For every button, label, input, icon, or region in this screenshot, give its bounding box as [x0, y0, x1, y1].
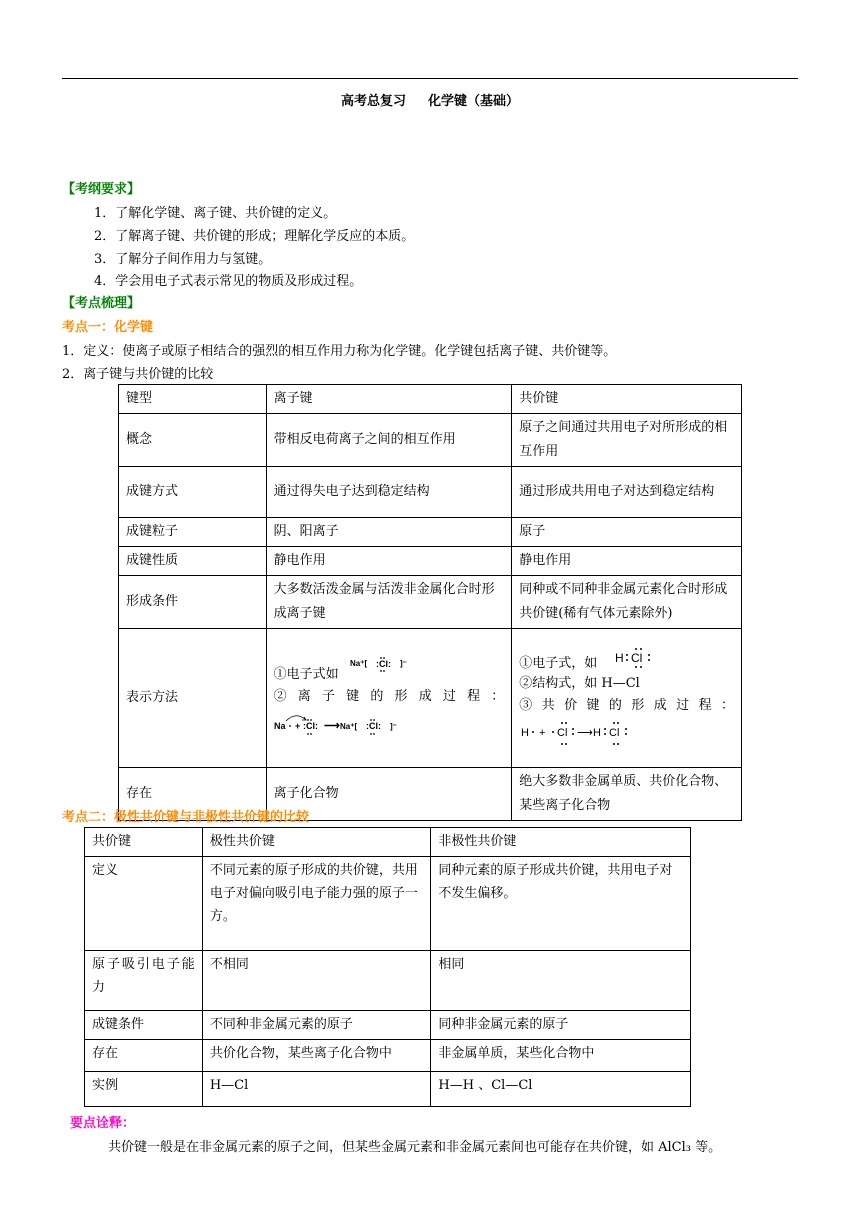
table-row [119, 518, 742, 547]
ionic-electron-formula-line [274, 658, 505, 682]
table-header: 非极性共价键 [431, 828, 691, 857]
table-row [119, 629, 742, 768]
table-cell: 表示方法 [119, 629, 267, 768]
header-rule [62, 78, 798, 79]
table-row [119, 467, 742, 518]
product-bracket: ]⁻ [389, 722, 397, 731]
table-cell: 静电作用 [266, 547, 512, 576]
electron-dot [289, 725, 291, 727]
table-cell: 概念 [119, 414, 267, 467]
table-row [119, 547, 742, 576]
nacl-na-ion: Na⁺[ [349, 659, 367, 668]
table-cell: 大多数活泼金属与活泼非金属化合时形成离子键 [266, 576, 512, 629]
table-cell: 成键粒子 [119, 518, 267, 547]
table-cell: 绝大多数非金属单质、共价化合物、某些离子化合物 [512, 768, 742, 821]
table-cell: 阴、阳离子 [266, 518, 512, 547]
table-header: 极性共价键 [202, 828, 431, 857]
title-course: 高考总复习 [340, 94, 406, 109]
definition-text: 1．定义：使离子或原子相结合的强烈的相互作用力称为化学键。化学键包括离子键、共价键等。 [62, 344, 617, 359]
table-row [119, 576, 742, 629]
electron-dot [380, 657, 382, 659]
table-cell: 成键方式 [119, 467, 267, 518]
page-title [0, 90, 860, 109]
nacl-bracket-close: ]⁻ [399, 659, 407, 668]
ionic-process-label: ② 离 子 键 的 形 成 过 程 ： [273, 689, 505, 704]
plus-sign: + [294, 721, 300, 731]
ionic-representation-cell [266, 629, 512, 768]
table-cell: 不同元素的原子形成的共价键，共用电子对偏向吸引电子能力强的原子一方。 [202, 857, 431, 951]
table-cell: 通过形成共用电子对达到稳定结构 [512, 467, 742, 518]
cl-core: :Cl: [302, 721, 318, 731]
table-cell: 存在 [85, 1040, 203, 1072]
product-cl-core: :Cl: [365, 721, 381, 731]
table-cell: 存在 [119, 768, 267, 821]
table-cell: 同种元素的原子形成共价键，共用电子对不发生偏移。 [431, 857, 691, 951]
table-cell: H—Cl [202, 1072, 431, 1107]
table-cell: 静电作用 [512, 547, 742, 576]
table-row [85, 1011, 691, 1040]
covalent-representation-cell [512, 629, 742, 768]
requirements-heading: 【考纲要求】 [62, 182, 141, 197]
product-h: H [593, 727, 602, 739]
table-row [85, 1040, 691, 1072]
req-item-1: 1．了解化学键、离子键、共价键的定义。 [94, 206, 337, 221]
nacl-formation-process [274, 712, 424, 738]
req-item-2: 2．了解离子键、共价键的形成；理解化学反应的本质。 [94, 229, 415, 244]
nacl-electron-formula [350, 654, 416, 674]
electron-dot [383, 657, 385, 659]
polar-covalent-table [84, 827, 691, 1107]
table-cell: 不相同 [202, 951, 431, 1011]
table-cell: H—H 、Cl—Cl [431, 1072, 691, 1107]
ionic-formula-label: ①电子式如 [273, 667, 339, 682]
table-cell: 原子 [512, 518, 742, 547]
table-row [85, 828, 691, 857]
table-row [85, 951, 691, 1011]
reaction-arrow: ⟶ [577, 727, 594, 739]
table-cell: 带相反电荷离子之间的相互作用 [266, 414, 512, 467]
table-header: 共价键 [512, 385, 742, 414]
table-cell: 原子之间通过共用电子对所形成的相互作用 [512, 414, 742, 467]
title-topic: 化学键（基础） [428, 94, 520, 109]
nacl-cl-core: :Cl: [375, 659, 391, 669]
table-header: 共价键 [85, 828, 203, 857]
point1-heading: 考点一：化学键 [62, 320, 154, 335]
table-cell: 离子化合物 [266, 768, 512, 821]
covalent-electron-formula-line [519, 649, 734, 673]
point2-heading: 考点二：极性共价键与非极性共价键的比较 [62, 810, 310, 825]
req-item-4: 4．学会用电子式表示常见的物质及形成过程。 [94, 274, 363, 289]
req-item-3: 3．了解分子间作用力与氢键。 [94, 252, 272, 267]
structural-formula-line: ②结构式，如 H—Cl [519, 676, 640, 691]
plus-sign: + [539, 727, 546, 739]
table-row [85, 857, 691, 951]
table-cell: 同种或不同种非金属元素化合时形成共价键(稀有气体元素除外) [512, 576, 742, 629]
table-cell: 定义 [85, 857, 203, 951]
table-header: 离子键 [266, 385, 512, 414]
table-header: 键型 [119, 385, 267, 414]
table-cell: 成键条件 [85, 1011, 203, 1040]
hcl-electron-formula [615, 645, 659, 671]
comparison-title: 2．离子键与共价键的比较 [62, 367, 214, 382]
cl-atom: Cl [557, 727, 568, 739]
table-cell: 不同种非金属元素的原子 [202, 1011, 431, 1040]
note-text: 共价键一般是在非金属元素的原子之间，但某些金属元素和非金属元素间也可能存在共价键，如 AlCl₃ 等。 [108, 1140, 722, 1155]
na-atom: Na [273, 721, 286, 731]
hcl-formation-process [519, 719, 659, 747]
product-na-ion: Na⁺[ [339, 722, 357, 731]
table-cell: 原子吸引电子能力 [85, 951, 203, 1011]
table-cell: 共价化合物，某些离子化合物中 [202, 1040, 431, 1072]
bond-comparison-table [118, 384, 742, 821]
table-cell: 成键性质 [119, 547, 267, 576]
table-row [85, 1072, 691, 1107]
covalent-process-label: ③ 共 价 键 的 形 成 过 程 ： [519, 698, 734, 713]
table-cell: 非金属单质，某些化合物中 [431, 1040, 691, 1072]
review-heading: 【考点梳理】 [62, 296, 141, 311]
table-cell: 相同 [431, 951, 691, 1011]
table-cell: 实例 [85, 1072, 203, 1107]
table-row [119, 385, 742, 414]
table-cell: 形成条件 [119, 576, 267, 629]
table-row [119, 414, 742, 467]
covalent-formula-label: ①电子式，如 [519, 656, 598, 671]
hcl-cl: Cl [631, 651, 643, 665]
note-heading: 要点诠释： [70, 1116, 136, 1131]
electron-dot [380, 670, 382, 672]
product-cl: Cl [609, 727, 620, 739]
h-atom: H [521, 727, 530, 739]
electron-dot [383, 670, 385, 672]
hcl-h: H [615, 651, 624, 665]
table-cell: 同种非金属元素的原子 [431, 1011, 691, 1040]
reaction-arrow: ⟶ [323, 720, 340, 732]
table-cell: 通过得失电子达到稳定结构 [266, 467, 512, 518]
